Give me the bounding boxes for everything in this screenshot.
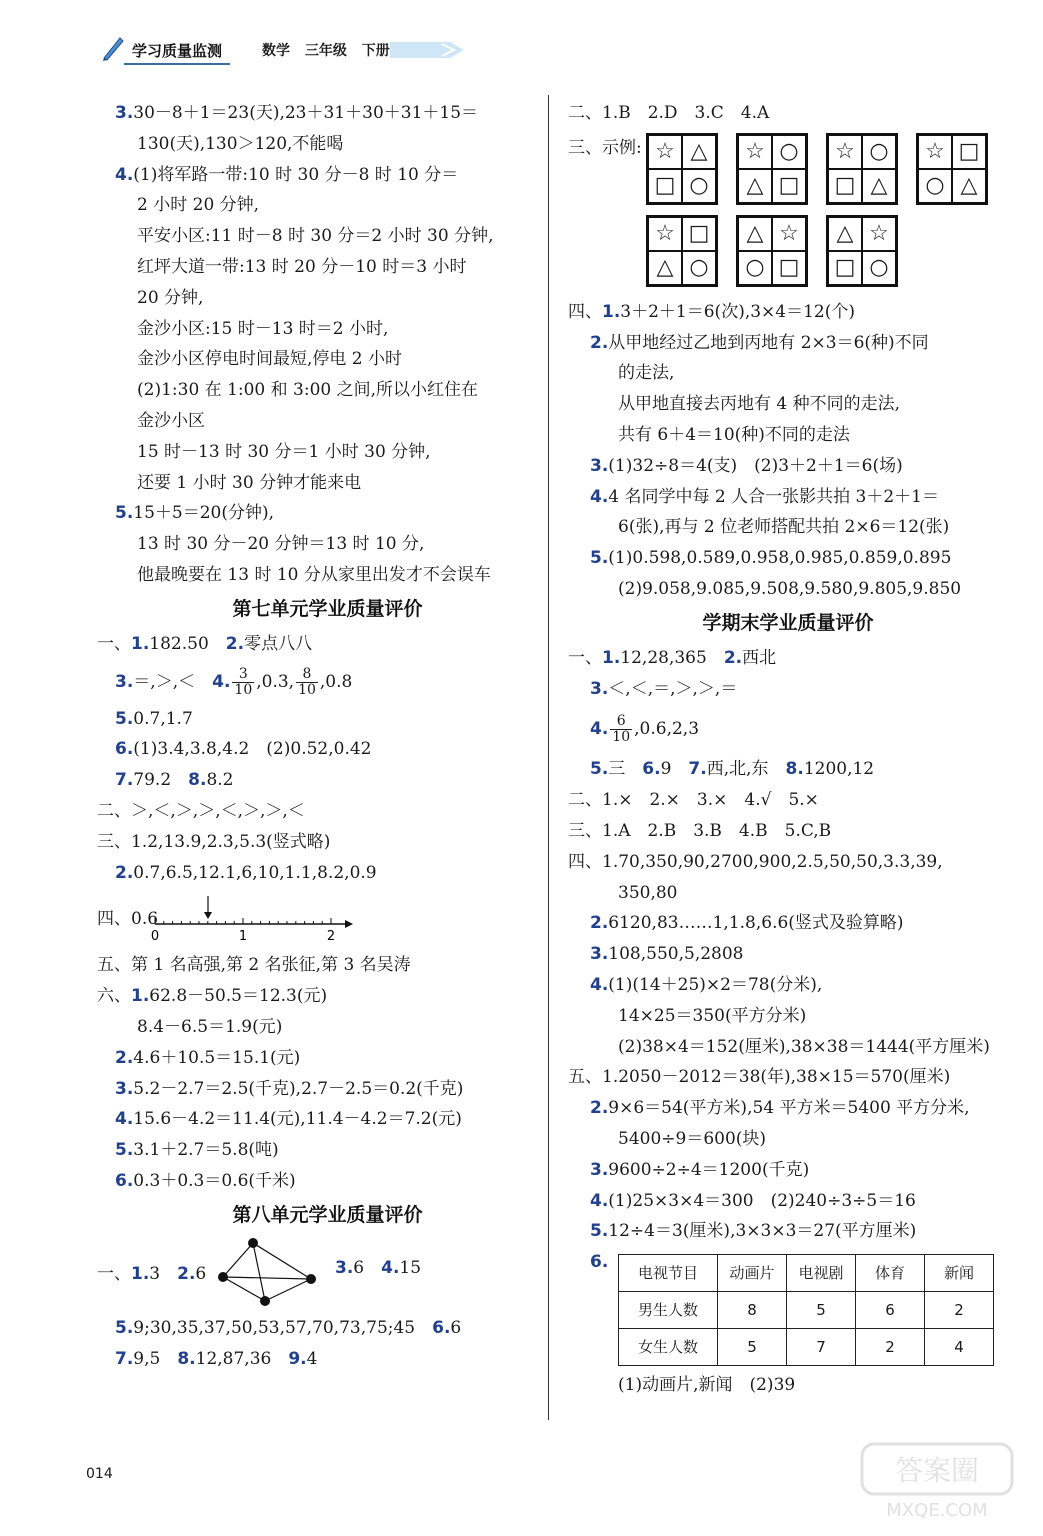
svg-text:MXQE.COM: MXQE.COM — [886, 1500, 988, 1521]
answer-line: 3.＝,＞,＜ 4. $\frac{3}{10}$ ,0.3, $\frac{8}{10}$ ,0.8 — [115, 665, 353, 698]
answer-line: 350,80 — [618, 882, 678, 903]
answer-line: 四、1.70,350,90,2700,900,2.5,50,50,3.3,39, — [568, 851, 943, 872]
answer-line: 3.9600÷2÷4＝1200(千克) — [590, 1159, 810, 1180]
page-number: 014 — [86, 1466, 113, 1482]
shape-symbol: □ — [952, 135, 986, 169]
pen-icon — [100, 34, 126, 62]
shape-grid — [916, 133, 988, 205]
fraction: $\frac{3}{10}$ — [234, 665, 253, 698]
table-cell: 2 — [925, 1291, 994, 1328]
answer-line: 共有 6＋4＝10(种)不同的走法 — [618, 424, 850, 445]
shape-symbol: ○ — [738, 251, 772, 285]
watermark-logo — [858, 1440, 1018, 1528]
answer-line: 3.5.2－2.7＝2.5(千克),2.7－2.5＝0.2(千克) — [115, 1078, 464, 1099]
shape-symbol: △ — [952, 169, 986, 203]
shape-grids-row — [646, 133, 1008, 205]
table-cell: 男生人数 — [619, 1291, 718, 1328]
shape-grid — [736, 133, 808, 205]
tick-label: 1 — [238, 929, 248, 945]
table-header-cell: 新闻 — [925, 1254, 994, 1291]
answer-line: 2.4.6＋10.5＝15.1(元) — [115, 1047, 301, 1068]
shape-symbol: ☆ — [862, 217, 896, 251]
header-title: 学习质量监测 — [124, 38, 230, 65]
answer-line: 4.(1)(14＋25)×2＝78(分米), — [590, 974, 823, 995]
shape-symbol: ☆ — [648, 135, 682, 169]
shape-symbol: □ — [828, 251, 862, 285]
answer-line: 二、1.B 2.D 3.C 4.A — [568, 103, 770, 123]
shape-symbol: □ — [828, 169, 862, 203]
answer-line: 8.4－6.5＝1.9(元) — [137, 1016, 283, 1037]
answer-line: 2.9×6＝54(平方米),54 平方米＝5400 平方分米, — [590, 1098, 970, 1119]
table-row — [619, 1291, 994, 1328]
number-line — [149, 894, 359, 944]
arrow-decoration-icon — [390, 38, 470, 62]
shape-symbol: ☆ — [648, 217, 682, 251]
answer-line: 他最晚要在 13 时 10 分从家里出发才不会误车 — [137, 564, 491, 585]
answer-line: 5.9;30,35,37,50,53,57,70,73,75;45 6.6 — [115, 1317, 462, 1338]
graph-diagram — [215, 1235, 325, 1313]
header-grade: 三年级 — [304, 43, 347, 59]
answer-line: 三、1.2,13.9,2.3,5.3(竖式略) — [97, 831, 331, 852]
answer-line: 4.(1)将军路一带:10 时 30 分－8 时 10 分＝ — [115, 164, 459, 185]
fraction: $\frac{6}{10}$ — [612, 713, 631, 746]
shape-symbol: ○ — [918, 169, 952, 203]
table-cell: 5 — [787, 1291, 856, 1328]
shape-symbol: ☆ — [918, 135, 952, 169]
answer-line: 四、1.3＋2＋1＝6(次),3×4＝12(个) — [568, 301, 856, 322]
answer-line: 3.30－8＋1＝23(天),23＋31＋30＋31＋15＝ — [115, 103, 479, 123]
answer-line: 二、＞,＜,＞,＞,＜,＞,＞,＜ — [97, 800, 305, 821]
section-title-unit7: 第七单元学业质量评价 — [232, 597, 423, 620]
page-header — [100, 32, 480, 66]
answer-line: 从甲地直接去丙地有 4 种不同的走法, — [618, 394, 901, 415]
answer-line: 4.(1)25×3×4＝300 (2)240÷3÷5＝16 — [590, 1190, 916, 1211]
answer-line: 还要 1 小时 30 分钟才能来电 — [137, 472, 362, 493]
answer-line: 4.4 名同学中每 2 人合一张影共拍 3＋2＋1＝ — [590, 486, 939, 507]
answer-line: 金沙小区 — [137, 410, 205, 431]
shape-symbol: ☆ — [738, 135, 772, 169]
answer-line: 一、1.12,28,365 2.西北 — [568, 647, 777, 668]
answer-line: 2.从甲地经过乙地到丙地有 2×3＝6(种)不同 — [590, 332, 929, 353]
answer-line: 6(张),再与 2 位老师搭配共拍 2×6＝12(张) — [618, 517, 950, 538]
answer-line: 一、1.182.50 2.零点八八 — [97, 633, 313, 654]
answer-line: 5400÷9＝600(块) — [618, 1128, 767, 1149]
answer-line: 一、1.3 2.6 3.6 4.15 — [97, 1235, 540, 1313]
tick-label: 2 — [326, 929, 336, 945]
tick-label: 0 — [150, 929, 160, 945]
shape-grid-examples — [568, 133, 1008, 287]
table-cell: 8 — [718, 1291, 787, 1328]
answer-line: 3.＜,＜,＝,＞,＞,＝ — [590, 678, 738, 699]
table-cell: 7 — [787, 1328, 856, 1365]
answer-line: (2)38×4＝152(厘米),38×38＝1444(平方厘米) — [618, 1036, 990, 1057]
answer-line: 5.(1)0.598,0.589,0.958,0.985,0.859,0.895 — [590, 548, 952, 569]
answer-line: 6.(1)3.4,3.8,4.2 (2)0.52,0.42 — [115, 739, 372, 760]
table-header-cell: 电视剧 — [787, 1254, 856, 1291]
header-term: 下册 — [361, 43, 390, 59]
answer-line: 3.(1)32÷8＝4(支) (2)3＋2＋1＝6(场) — [590, 455, 903, 476]
table-row — [619, 1328, 994, 1365]
table-header-cell: 动画片 — [718, 1254, 787, 1291]
section-title-unit8: 第八单元学业质量评价 — [232, 1203, 423, 1226]
answer-line: 红坪大道一带:13 时 20 分－10 时＝3 小时 — [137, 256, 467, 277]
answer-line: 2.0.7,6.5,12.1,6,10,1.1,8.2,0.9 — [115, 862, 377, 883]
shape-grid — [826, 133, 898, 205]
shape-symbol: □ — [772, 169, 806, 203]
answer-line: 三、1.A 2.B 3.B 4.B 5.C,B — [568, 820, 832, 841]
section-title-final: 学期末学业质量评价 — [702, 611, 874, 634]
fraction: $\frac{8}{10}$ — [298, 665, 316, 698]
answer-line: (2)9.058,9.085,9.508,9.580,9.805,9.850 — [618, 578, 962, 599]
answer-line: 五、1.2050－2012＝38(年),38×15＝570(厘米) — [568, 1067, 951, 1088]
answer-line: 5.12÷4＝3(厘米),3×3×3＝27(平方厘米) — [590, 1221, 917, 1242]
answer-line: 6. — [590, 1252, 609, 1273]
answer-line: 5.三 6.9 7.西,北,东 8.1200,12 — [590, 759, 875, 780]
table-header-cell: 体育 — [856, 1254, 925, 1291]
shape-symbol: △ — [828, 217, 862, 251]
answer-line: 20 分钟, — [137, 287, 204, 308]
shape-symbol: □ — [772, 251, 806, 285]
answer-line: 4.15.6－4.2＝11.4(元),11.4－4.2＝7.2(元) — [115, 1109, 462, 1130]
shape-symbol: ○ — [772, 135, 806, 169]
header-subject: 数学 — [262, 43, 290, 59]
shape-symbol: △ — [648, 251, 682, 285]
header-subject-info — [262, 40, 390, 60]
number-line-answer: 四、0.6 0 1 2 — [97, 888, 540, 950]
answer-line: 六、1.62.8－50.5＝12.3(元) — [97, 986, 328, 1007]
answer-line: 5.15＋5＝20(分钟), — [115, 503, 275, 524]
table-header-row — [619, 1254, 994, 1291]
table-header-cell: 电视节目 — [619, 1254, 718, 1291]
column-divider — [548, 95, 549, 1420]
shape-symbol: ○ — [862, 251, 896, 285]
answer-line: 6.0.3＋0.3＝0.6(千米) — [115, 1170, 296, 1191]
shape-symbol: △ — [862, 169, 896, 203]
answer-line: 7.79.2 8.8.2 — [115, 770, 234, 791]
answer-line: 平安小区:11 时－8 时 30 分＝2 小时 30 分钟, — [137, 226, 494, 247]
shape-symbol: □ — [648, 169, 682, 203]
answer-line: 五、第 1 名高强,第 2 名张征,第 3 名吴涛 — [97, 955, 411, 976]
shape-symbol: ☆ — [828, 135, 862, 169]
table-cell: 2 — [856, 1328, 925, 1365]
answer-line: 14×25＝350(平方分米) — [618, 1005, 807, 1026]
shape-symbol: △ — [738, 217, 772, 251]
shape-symbol: ○ — [682, 251, 716, 285]
answer-line: 5.3.1＋2.7＝5.8(吨) — [115, 1140, 279, 1161]
answer-line: 二、1.× 2.× 3.× 4.√ 5.× — [568, 790, 819, 811]
answer-line: (1)动画片,新闻 (2)39 — [618, 1374, 796, 1395]
shape-symbol: □ — [682, 217, 716, 251]
table-cell: 4 — [925, 1328, 994, 1365]
shape-grid — [646, 215, 718, 287]
shape-grid — [736, 215, 808, 287]
answer-line: (2)1:30 在 1:00 和 3:00 之间,所以小红住在 — [137, 380, 479, 401]
answer-line: 3.108,550,5,2808 — [590, 944, 744, 965]
answer-line: 金沙小区停电时间最短,停电 2 小时 — [137, 349, 403, 370]
table-cell: 6 — [856, 1291, 925, 1328]
shape-symbol: ○ — [862, 135, 896, 169]
shape-grid — [646, 133, 718, 205]
answer-line: 130(天),130＞120,不能喝 — [137, 133, 344, 154]
answer-line: 4. $\frac{6}{10}$ ,0.6,2,3 — [590, 713, 700, 746]
shape-grids-row — [646, 215, 1008, 287]
table-cell: 女生人数 — [619, 1328, 718, 1365]
shape-grids — [646, 133, 1008, 287]
shape-grid — [826, 215, 898, 287]
answer-line: 13 时 30 分－20 分钟＝13 时 10 分, — [137, 534, 425, 555]
svg-text:答案圈: 答案圈 — [894, 1454, 980, 1487]
answer-line: 2.6120,83……1,1.8,6.6(竖式及验算略) — [590, 913, 904, 934]
shape-symbol: △ — [738, 169, 772, 203]
answer-line: 2 小时 20 分钟, — [137, 195, 260, 216]
answer-line: 三、示例: — [568, 137, 642, 158]
answer-line: 的走法, — [618, 363, 675, 384]
shape-symbol: ○ — [682, 169, 716, 203]
answer-line: 5.0.7,1.7 — [115, 708, 193, 729]
answer-line: 金沙小区:15 时－13 时＝2 小时, — [137, 318, 389, 339]
left-column — [97, 98, 540, 1374]
tv-program-table — [618, 1254, 994, 1366]
answer-line: 15 时－13 时 30 分＝1 小时 30 分钟, — [137, 441, 431, 462]
shape-symbol: △ — [682, 135, 716, 169]
answer-line: 7.9,5 8.12,87,36 9.4 — [115, 1348, 318, 1369]
table-cell: 5 — [718, 1328, 787, 1365]
right-column — [568, 98, 1008, 1401]
shape-symbol: ☆ — [772, 217, 806, 251]
